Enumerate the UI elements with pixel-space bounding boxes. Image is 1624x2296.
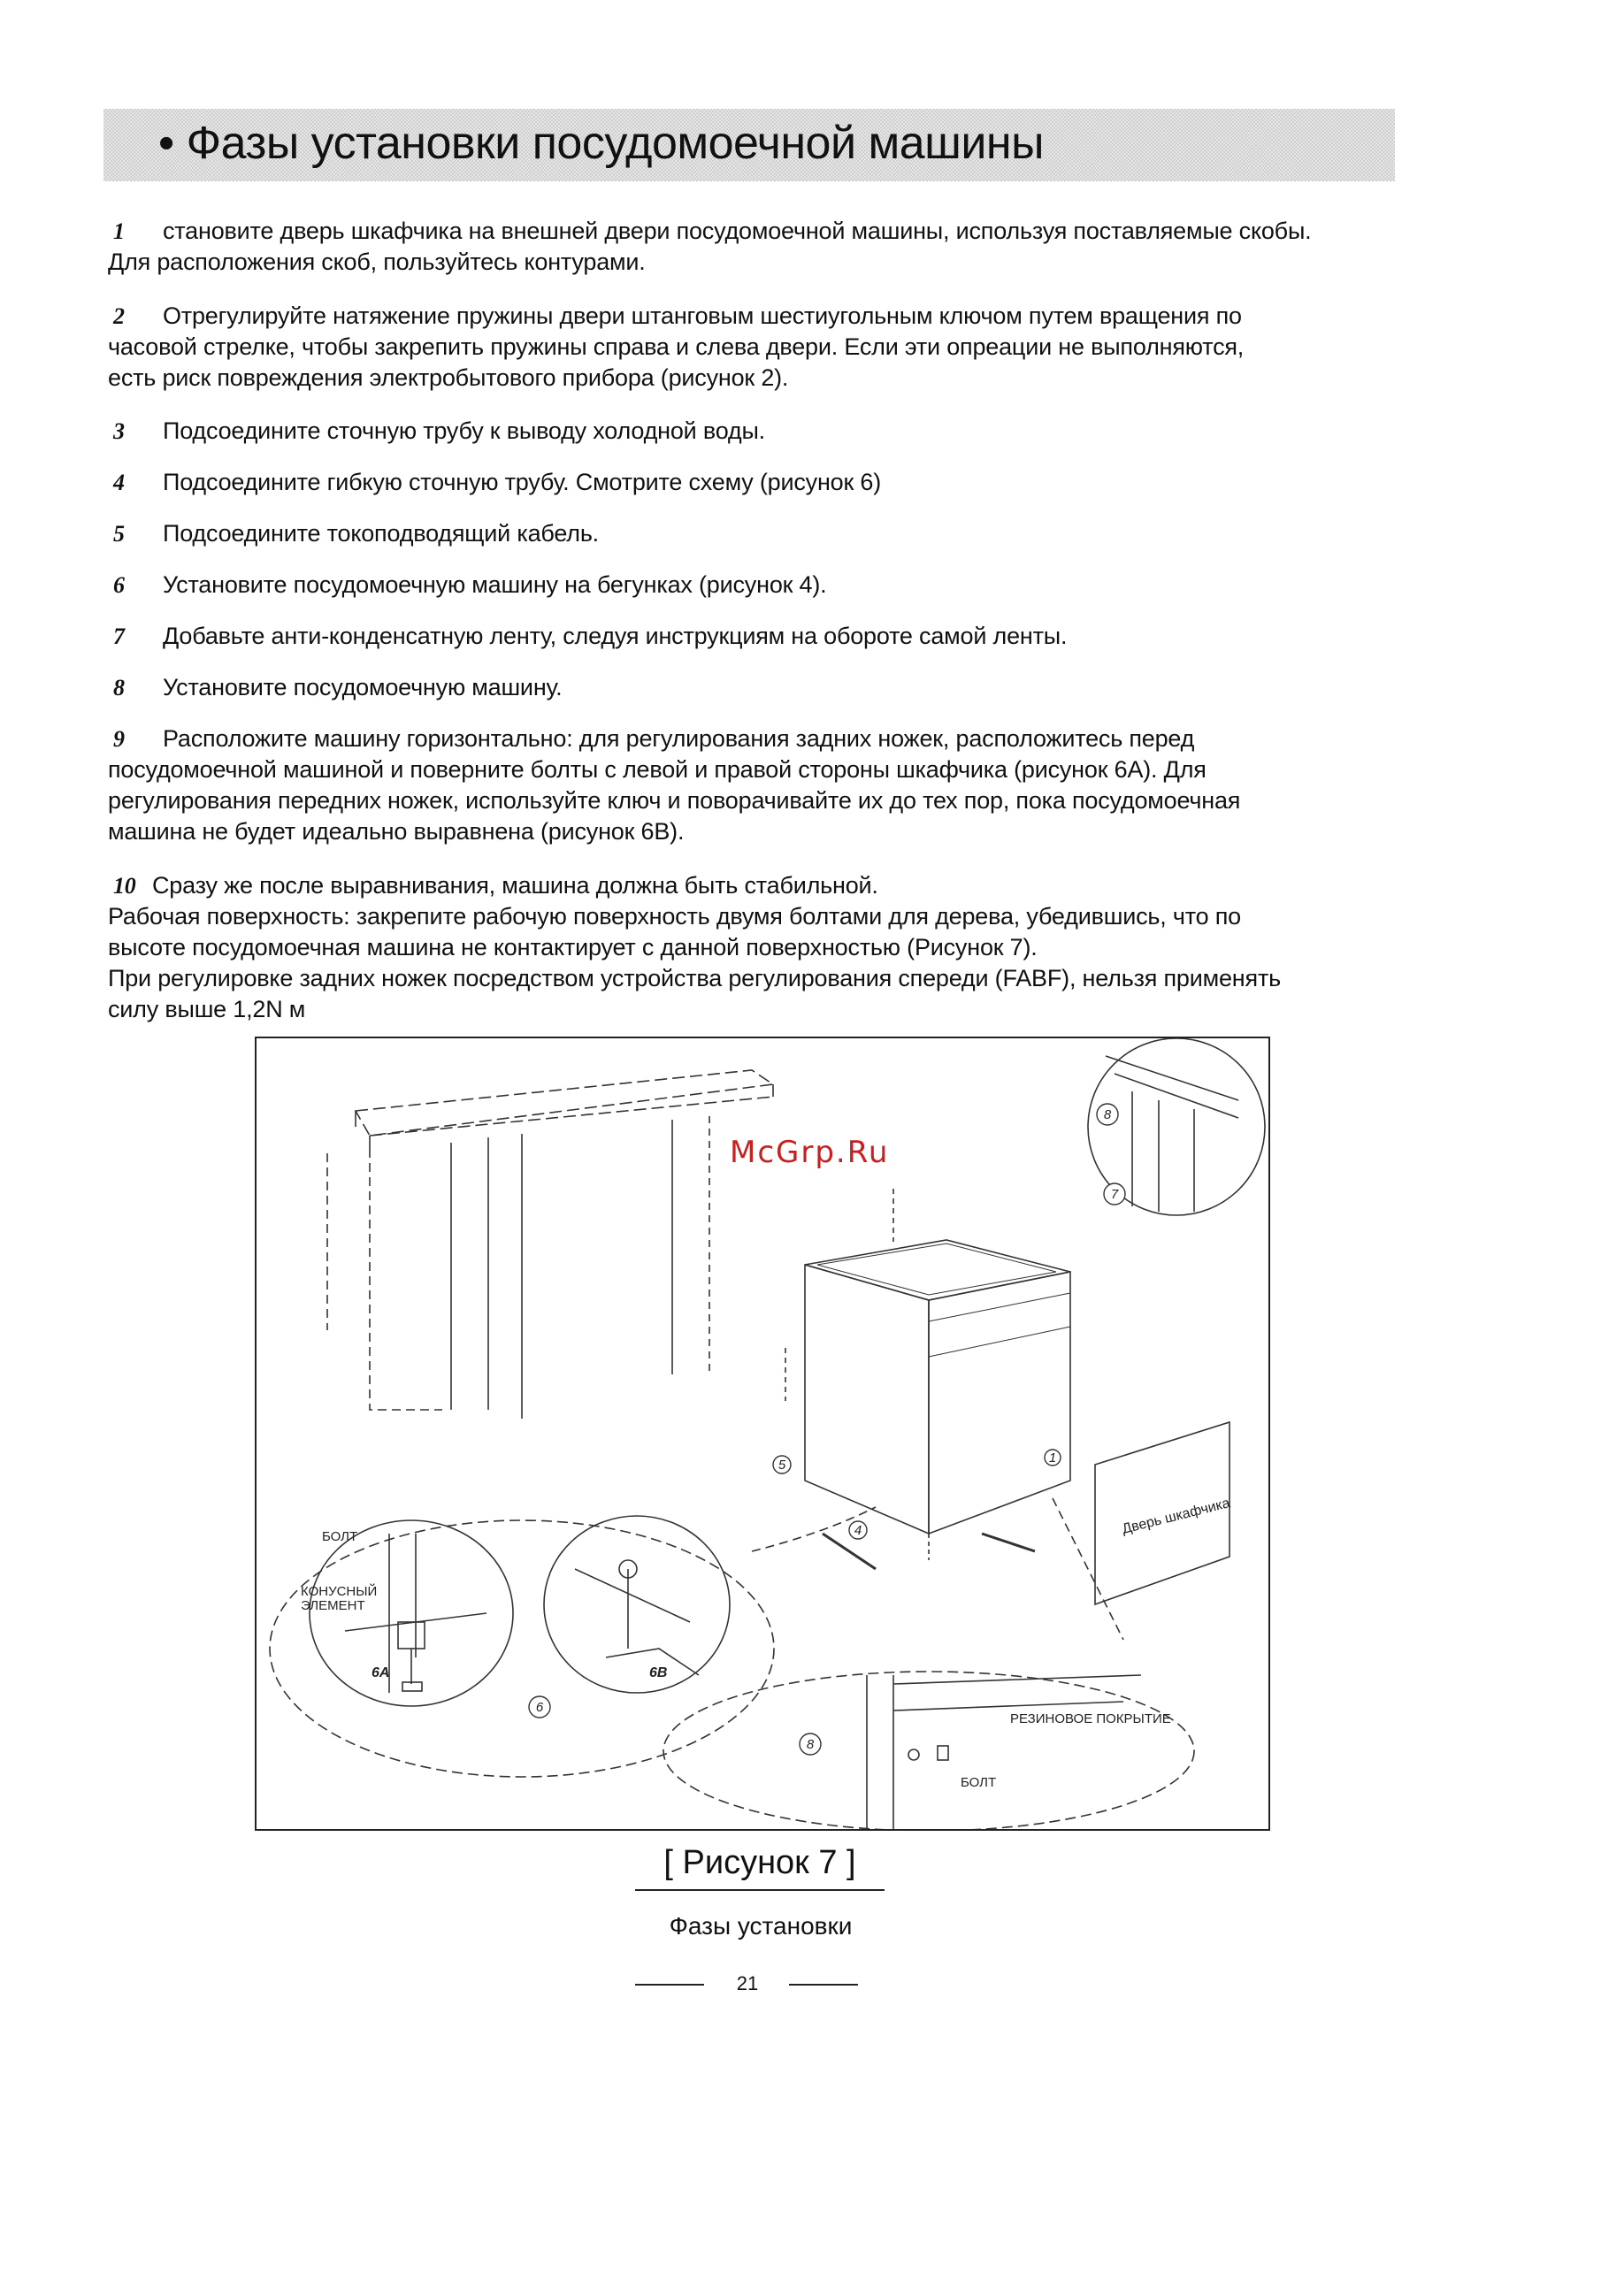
- step-number: 4: [113, 470, 125, 495]
- step-line: 9 Расположите машину горизонтально: для регулирования задних ножек, расположитесь перед: [108, 723, 1408, 754]
- step-2: [108, 301, 1408, 394]
- step-6: [108, 570, 1408, 601]
- callout-label: 8: [1103, 1107, 1112, 1122]
- runner: [982, 1534, 1035, 1551]
- step-3: [108, 416, 1408, 447]
- figure-caption: [ Рисунок 7 ]: [663, 1844, 856, 1881]
- callout-label: 7: [1110, 1187, 1119, 1202]
- cabinet-left: [370, 1149, 442, 1410]
- section-caption: Фазы установки: [669, 1912, 853, 1940]
- label-bolt-a: БОЛТ: [322, 1529, 358, 1544]
- step-number: 6: [113, 572, 125, 598]
- runner: [823, 1534, 876, 1569]
- label-6a: 6A: [372, 1665, 390, 1680]
- callout-label: 8: [806, 1737, 815, 1752]
- step-10: [108, 870, 1408, 1025]
- step-line: машина не будет идеально выравнена (рисунок 6В).: [108, 818, 685, 845]
- page-number-rule-right: [789, 1984, 858, 1986]
- detail-ellipse-rubber: [663, 1672, 1194, 1829]
- step-7: [108, 621, 1408, 652]
- step-line: 4 Подсоедините гибкую сточную трубу. Смотрите схему (рисунок 6): [108, 467, 1408, 498]
- step-line: силу выше 1,2N м: [108, 996, 306, 1022]
- label-cabinet-door: Дверь шкафчика: [1120, 1496, 1232, 1537]
- step-line: 8 Установите посудомоечную машину.: [108, 672, 1408, 703]
- label-6b: 6B: [649, 1665, 668, 1680]
- step-number: 7: [113, 624, 125, 649]
- step-number: 3: [113, 418, 125, 444]
- step-line: Для расположения скоб, пользуйтесь контурами.: [108, 249, 646, 275]
- step-number: 8: [113, 675, 125, 700]
- callout-label: 1: [1048, 1450, 1057, 1466]
- step-number: 5: [113, 521, 125, 547]
- step-line: Рабочая поверхность: закрепите рабочую поверхность двумя болтами для дерева, убедившись, что по: [108, 903, 1241, 930]
- step-line: высоте посудомоечная машина не контактирует с данной поверхностью (Рисунок 7).: [108, 934, 1038, 960]
- step-line: 10 Сразу же после выравнивания, машина должна быть стабильной.: [108, 870, 1408, 901]
- callout-label: 4: [854, 1523, 862, 1538]
- control-panel-line: [929, 1327, 1070, 1357]
- step-9: [108, 723, 1408, 847]
- title-bar: [103, 109, 1395, 181]
- step-number: 2: [113, 303, 125, 329]
- detail-circle-6b: [544, 1516, 730, 1693]
- label-conical-1: КОНУСНЫЙ: [301, 1584, 378, 1599]
- control-panel-line: [929, 1293, 1070, 1321]
- callout-label: 6: [535, 1700, 544, 1715]
- step-line: посудомоечной машиной и поверните болты с левой и правой стороны шкафчика (рисунок 6А). Для: [108, 756, 1207, 783]
- label-bolt-b: БОЛТ: [961, 1775, 997, 1790]
- label-conical-2: ЭЛЕМЕНТ: [301, 1598, 365, 1613]
- step-line: 7 Добавьте анти-конденсатную ленту, следуя инструкциям на обороте самой ленты.: [108, 621, 1408, 652]
- page-title: • Фазы установки посудомоечной машины: [158, 118, 1044, 169]
- step-1: [108, 216, 1408, 278]
- watermark: McGrp.Ru: [730, 1135, 890, 1170]
- step-line: При регулировке задних ножек посредством устройства регулирования спереди (FABF), нельзя применять: [108, 965, 1281, 991]
- step-8: [108, 672, 1408, 703]
- step-line: 3 Подсоедините сточную трубу к выводу холодной воды.: [108, 416, 1408, 447]
- step-line: часовой стрелке, чтобы закрепить пружины справа и слева двери. Если эти опреации не выполняются,: [108, 333, 1245, 360]
- step-4: [108, 467, 1408, 498]
- step-line: 1 становите дверь шкафчика на внешней двери посудомоечной машины, используя поставляемые скобы.: [108, 216, 1408, 247]
- label-rubber: РЕЗИНОВОЕ ПОКРЫТИЕ: [1010, 1711, 1171, 1726]
- caption-rule: [635, 1889, 885, 1891]
- step-line: есть риск повреждения электробытового прибора (рисунок 2).: [108, 364, 789, 391]
- detail-ellipse-legs: [270, 1520, 774, 1777]
- step-5: [108, 518, 1408, 549]
- step-line: регулирования передних ножек, используйте ключ и поворачивайте их до тех пор, пока посудомоечная: [108, 787, 1241, 814]
- step-line: 6 Установите посудомоечную машину на бегунках (рисунок 4).: [108, 570, 1408, 601]
- page-number: 21: [736, 1972, 759, 1994]
- step-number: 10: [113, 873, 136, 899]
- dishwasher-front: [805, 1265, 929, 1534]
- step-number: 9: [113, 726, 125, 752]
- callout-label: 5: [778, 1458, 786, 1473]
- step-line: 2 Отрегулируйте натяжение пружины двери штанговым шестиугольным ключом путем вращения по: [108, 301, 1408, 332]
- dishwasher-top: [805, 1240, 1070, 1300]
- page-number-rule-left: [635, 1984, 704, 1986]
- step-number: 1: [113, 218, 125, 244]
- dishwasher-side: [929, 1272, 1070, 1534]
- step-line: 5 Подсоедините токоподводящий кабель.: [108, 518, 1408, 549]
